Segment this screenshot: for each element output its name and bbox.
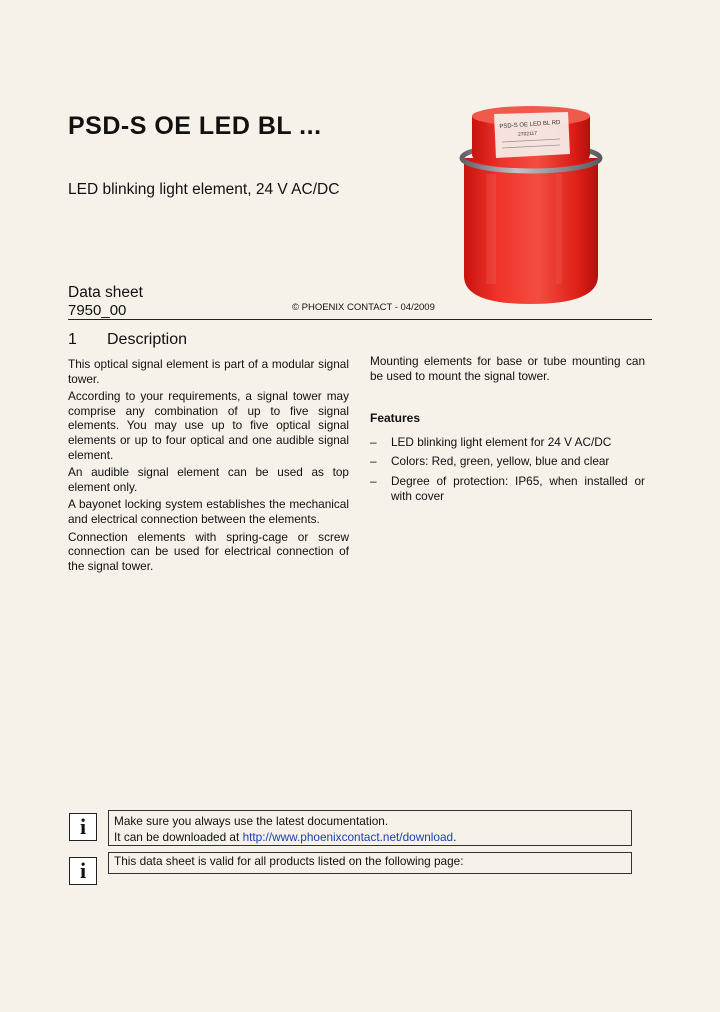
feature-item (370, 435, 645, 450)
lamp-label-line2: 2702117 (517, 130, 538, 138)
feature-text: Degree of protection: IP65, when installed or with cover (391, 473, 645, 503)
note-line: This data sheet is valid for all products listed on the following page: (114, 854, 464, 868)
feature-item (370, 454, 645, 469)
feature-text: LED blinking light element for 24 V AC/DC (391, 434, 612, 449)
datasheet-number: 7950_00 (68, 302, 127, 319)
mounting-paragraph: Mounting elements for base or tube mounting can be used to mount the signal tower. (370, 354, 645, 383)
lamp-label-line1: PSD-S OE LED BL RD (499, 119, 561, 131)
datasheet-label: Data sheet (68, 284, 143, 301)
page-subtitle: LED blinking light element, 24 V AC/DC (68, 181, 340, 198)
feature-dash: – (370, 454, 377, 469)
features-column (370, 354, 645, 508)
signal-lamp-image (456, 104, 606, 319)
note-line: It can be downloaded at http://www.phoenixcontact.net/download. (114, 829, 457, 844)
feature-dash: – (370, 473, 377, 488)
features-title: Features (370, 411, 421, 426)
feature-dash: – (370, 434, 377, 449)
download-link[interactable]: http://www.phoenixcontact.net/download (242, 829, 454, 844)
note-line: Make sure you always use the latest documentation. (114, 814, 389, 828)
description-paragraph: An audible signal element can be used as top element only. (68, 465, 349, 494)
description-paragraph: A bayonet locking system establishes the mechanical and electrical connection between the elements. (68, 497, 349, 526)
header-divider (68, 319, 652, 320)
documentation-note (108, 810, 632, 846)
description-paragraph: According to your requirements, a signal tower may comprise any combination of up to five signal elements. You may use up to five optical signal elements or up to four optical and one audible signal element. (68, 389, 349, 462)
info-icon: i (69, 857, 97, 885)
copyright-text: © PHOENIX CONTACT - 04/2009 (292, 302, 435, 313)
page-title: PSD-S OE LED BL ... (68, 112, 322, 140)
validity-note (108, 852, 632, 874)
section-number: 1 (68, 331, 77, 348)
section-title: Description (107, 331, 188, 348)
description-column (68, 357, 349, 576)
description-paragraph: Connection elements with spring-cage or screw connection can be used for electrical connection of the signal tower. (68, 529, 349, 573)
feature-text: Colors: Red, green, yellow, blue and clear (391, 454, 610, 469)
info-icon: i (69, 813, 97, 841)
description-paragraph: This optical signal element is part of a modular signal tower. (68, 357, 349, 386)
feature-item (370, 474, 645, 503)
